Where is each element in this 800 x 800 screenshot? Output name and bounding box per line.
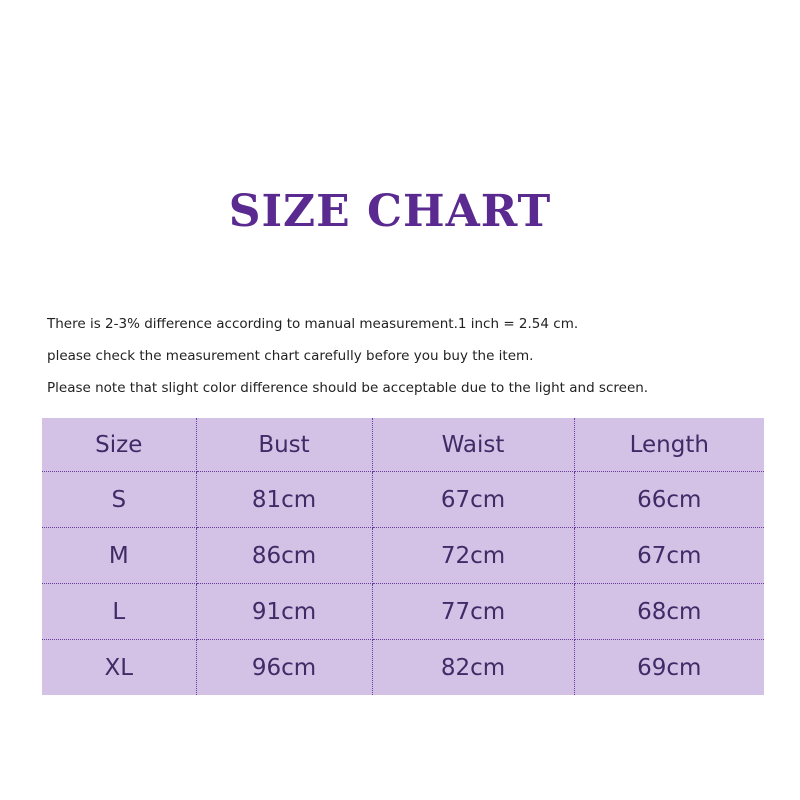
notes-section (47, 313, 767, 409)
length-cell: 69cm (574, 640, 764, 696)
size-cell: XL (42, 640, 196, 696)
note-line: Please note that slight color difference should be acceptable due to the light and screen. (47, 380, 649, 396)
size-table (42, 418, 764, 695)
bust-cell: 96cm (196, 640, 372, 696)
length-cell: 68cm (574, 584, 764, 640)
size-cell: M (42, 528, 196, 584)
size-cell: L (42, 584, 196, 640)
note-line: please check the measurement chart carefully before you buy the item. (47, 348, 534, 364)
waist-cell: 77cm (372, 584, 574, 640)
column-header-length: Length (574, 418, 764, 472)
waist-cell: 72cm (372, 528, 574, 584)
table-header-row (42, 418, 764, 472)
length-cell: 66cm (574, 472, 764, 528)
column-header-waist: Waist (372, 418, 574, 472)
bust-cell: 81cm (196, 472, 372, 528)
table-row (42, 528, 764, 584)
length-cell: 67cm (574, 528, 764, 584)
table-row (42, 584, 764, 640)
page-title: SIZE CHART (228, 186, 552, 237)
table-row (42, 640, 764, 696)
column-header-size: Size (42, 418, 196, 472)
waist-cell: 67cm (372, 472, 574, 528)
table-row (42, 472, 764, 528)
bust-cell: 86cm (196, 528, 372, 584)
bust-cell: 91cm (196, 584, 372, 640)
size-cell: S (42, 472, 196, 528)
note-line: There is 2-3% difference according to manual measurement.1 inch = 2.54 cm. (47, 316, 579, 332)
waist-cell: 82cm (372, 640, 574, 696)
column-header-bust: Bust (196, 418, 372, 472)
